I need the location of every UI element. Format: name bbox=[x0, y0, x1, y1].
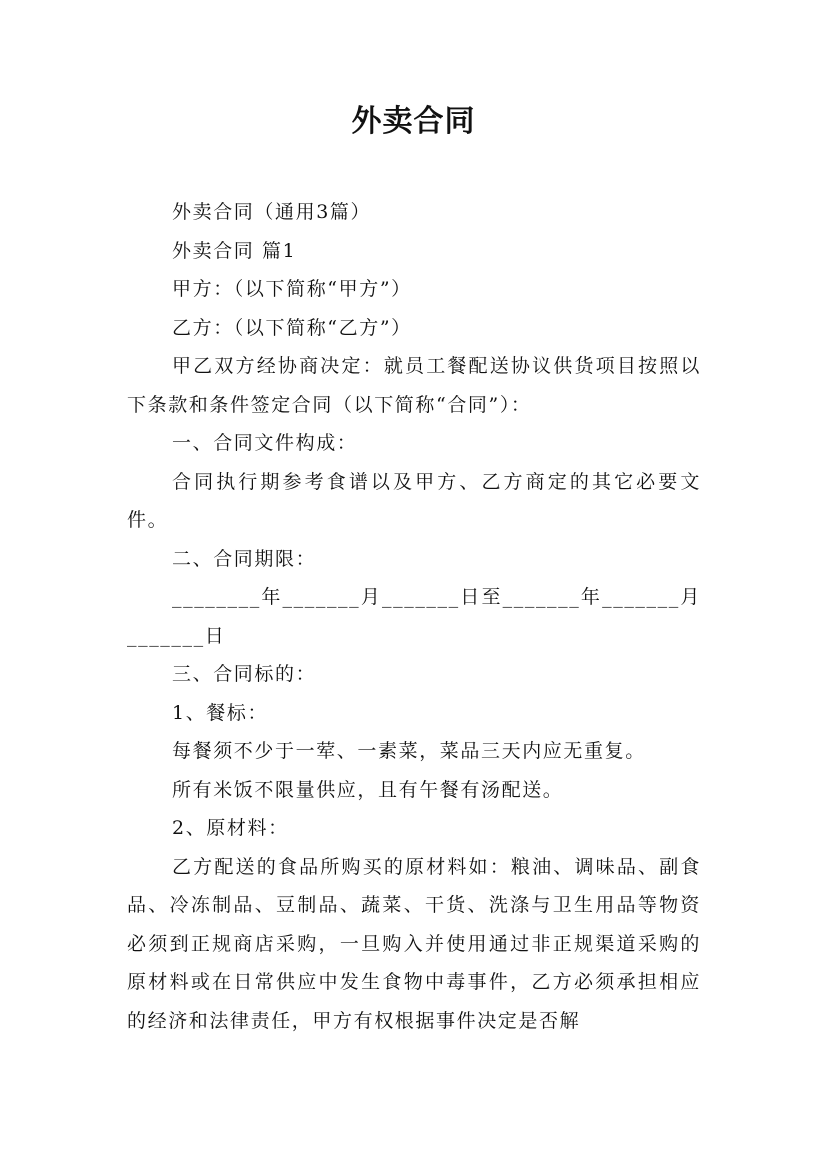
paragraph-clause-1-heading: 一、合同文件构成： bbox=[172, 432, 358, 454]
paragraph-raw-materials-text: 乙方配送的食品所购买的原材料如：粮油、调味品、副食品、冷冻制品、豆制品、蔬菜、干货、洗涤与卫生用品等物资必须到正规商店采购，一旦购入并使用通过非正规渠道采购的原材料或在日常供应中发生食物中毒事件，乙方必须承担相应的经济和法律责任，甲方有权根据事件决定是否解 bbox=[127, 855, 701, 1032]
paragraph-section-heading: 外卖合同 篇1 bbox=[172, 239, 297, 262]
document-title: 外卖合同 bbox=[351, 104, 476, 139]
document-body bbox=[127, 193, 701, 1040]
paragraph-raw-materials-heading: 2、原材料： bbox=[172, 817, 289, 839]
paragraph-clause-2-heading: 二、合同期限： bbox=[172, 547, 317, 570]
paragraph-subtitle: 外卖合同（通用3篇） bbox=[172, 201, 372, 223]
paragraph-party-b: 乙方：（以下简称“乙方”） bbox=[172, 316, 412, 339]
paragraph-contract-term-dates: ________年_______月_______日至_______年_______月_______日 bbox=[127, 586, 701, 647]
paragraph-rice-soup-text: 所有米饭不限量供应，且有午餐有汤配送。 bbox=[172, 778, 564, 801]
paragraph-party-a: 甲方：（以下简称“甲方”） bbox=[172, 278, 412, 300]
paragraph-clause-3-heading: 三、合同标的： bbox=[172, 663, 317, 685]
paragraph-meal-standard-text: 每餐须不少于一荤、一素菜，菜品三天内应无重复。 bbox=[172, 740, 646, 762]
paragraph-clause-1-text: 合同执行期参考食谱以及甲方、乙方商定的其它必要文件。 bbox=[127, 470, 701, 531]
paragraph-meal-standard-heading: 1、餐标： bbox=[172, 701, 269, 724]
paragraph-agreement-intro: 甲乙双方经协商决定：就员工餐配送协议供货项目按照以下条款和条件签定合同（以下简称“合同”）： bbox=[127, 355, 701, 416]
